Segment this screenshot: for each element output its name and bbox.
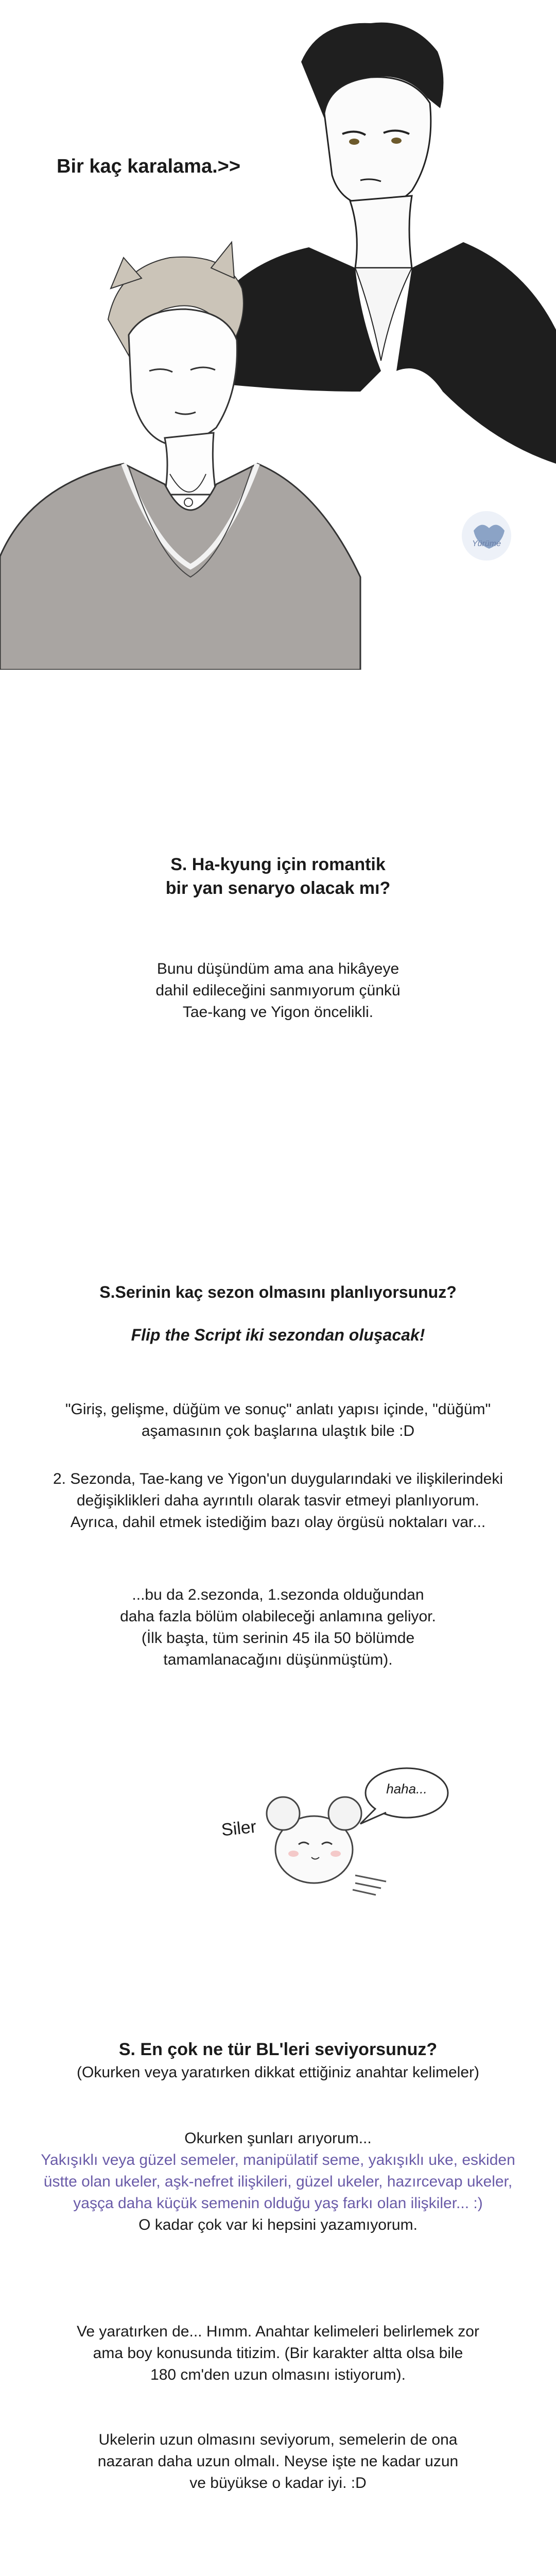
para-line: aşamasının çok başlarına ulaştık bile :D	[141, 1422, 415, 1439]
answer-2-para-1	[0, 1399, 556, 1442]
question-3: S. En çok ne tür BL'leri seviyorsunuz?	[118, 2040, 438, 2059]
para-line: 180 cm'den uzun olmasını istiyorum).	[150, 2366, 406, 2383]
question-3-subtitle: (Okurken veya yaratırken dikkat ettiğiniz anahtar kelimeler)	[77, 2064, 479, 2081]
para-line: ...bu da 2.sezonda, 1.sezonda olduğundan	[132, 1586, 424, 1603]
header-illustration	[0, 0, 556, 670]
answer-3-para-2	[0, 2321, 556, 2386]
watermark-logo	[453, 507, 520, 564]
character-drawing	[0, 0, 556, 670]
keyword-line: yaşça daha küçük semenin olduğu yaş farkı olan ilişkiler... :)	[73, 2195, 483, 2212]
answer-2-para-3	[0, 1584, 556, 1671]
para-line: nazaran daha uzun olmalı. Neyse işte ne kadar uzun	[97, 2453, 459, 2470]
para-line: daha fazla bölüm olabileceği anlamına geliyor.	[120, 1608, 436, 1625]
answer-3-keywords	[0, 2149, 556, 2214]
question-1-line: bir yan senaryo olacak mı?	[165, 878, 391, 898]
answer-1-line: dahil edileceğini sanmıyorum çünkü	[155, 982, 401, 999]
para-line: 2. Sezonda, Tae-kang ve Yigon'un duygularındaki ve ilişkilerindeki	[53, 1470, 503, 1487]
watermark-text: Yürüme	[472, 539, 501, 548]
para-line: değişiklikleri daha ayrıntılı olarak tasvir etmeyi planlıyorum.	[77, 1492, 479, 1509]
para-line: (İlk başta, tüm serinin 45 ila 50 bölümde	[141, 1630, 415, 1647]
para-line: tamamlanacağını düşünmüştüm).	[163, 1651, 393, 1668]
question-1	[0, 853, 556, 900]
watermark-icon	[453, 507, 520, 564]
mascot-illustration	[216, 1731, 474, 1906]
answer-1-line: Tae-kang ve Yigon öncelikli.	[182, 1004, 374, 1021]
answer-1-line: Bunu düşündüm ama ana hikâyeye	[157, 960, 399, 977]
mascot-name: Siler	[220, 1817, 257, 1840]
answer-2-para-2	[0, 1468, 556, 1533]
answer-1	[0, 958, 556, 1023]
para-line: Ukelerin uzun olmasını seviyorum, semelerin de ona	[98, 2431, 458, 2448]
header-caption: Bir kaç karalama.>>	[57, 156, 241, 177]
answer-3-intro: Okurken şunları arıyorum...	[184, 2130, 372, 2147]
keyword-line: Yakışıklı veya güzel semeler, manipülatif seme, yakışıklı uke, eskiden	[41, 2151, 515, 2168]
question-1-line: S. Ha-kyung için romantik	[170, 855, 386, 874]
para-line: ama boy konusunda titizim. (Bir karakter altta olsa bile	[93, 2345, 463, 2362]
question-2: S.Serinin kaç sezon olmasını planlıyorsunuz?	[99, 1283, 457, 1301]
para-line: Ve yaratırken de... Hımm. Anahtar kelimeleri belirlemek zor	[77, 2323, 479, 2340]
answer-2-highlight: Flip the Script iki sezondan oluşacak!	[131, 1326, 425, 1344]
mascot-bubble-text: haha...	[386, 1781, 427, 1797]
para-line: "Giriş, gelişme, düğüm ve sonuç" anlatı yapısı içinde, "düğüm"	[65, 1401, 491, 1418]
para-line: ve büyükse o kadar iyi. :D	[189, 2475, 367, 2492]
answer-3-para-3	[0, 2429, 556, 2494]
para-line: Ayrıca, dahil etmek istediğim bazı olay örgüsü noktaları var...	[70, 1514, 486, 1531]
answer-3-after: O kadar çok var ki hepsini yazamıyorum.	[138, 2216, 418, 2233]
keyword-line: üstte olan ukeler, aşk-nefret ilişkileri, güzel ukeler, hazırcevap ukeler,	[43, 2173, 513, 2190]
